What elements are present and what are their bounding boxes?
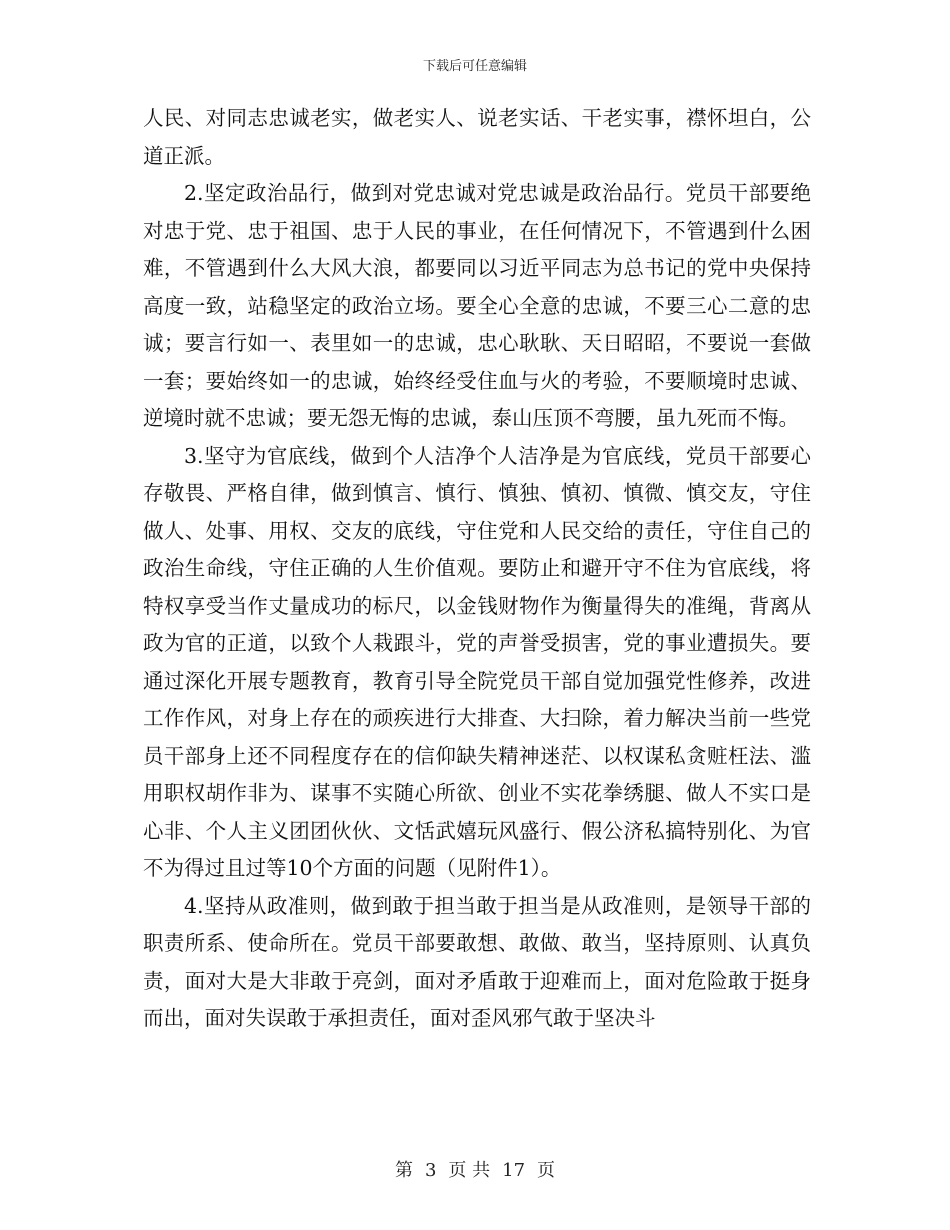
paragraph-item-4: 4.坚持从政准则，做到敢于担当敢于担当是从政准则，是领导干部的职责所系、使命所在。党员干部要敢想、敢做、敢当，坚持原则、认真负责，面对大是大非敢于亮剑，面对矛盾敢于迎难而上，面对危险敢于挺身而出，面对失误敢于承担责任，面对歪风邪气敢于坚决斗 [143,893,811,1030]
paragraph-item-3: 3.坚守为官底线，做到个人洁净个人洁净是为官底线，党员干部要心存敬畏、严格自律，做到慎言、慎行、慎独、慎初、慎微、慎交友，守住做人、处事、用权、交友的底线，守住党和人民交给的责任，守住自己的政治生命线，守住正确的人生价值观。要防止和避开守不住为官底线，将特权享受当作丈量成功的标尺，以金钱财物作为衡量得失的准绳，背离从政为官的正道，以致个人栽跟斗，党的声誉受损害，党的事业遭损失。要通过深化开展专题教育，教育引导全院党员干部自觉加强党性修养，改进工作作风，对身上存在的顽疾进行大排查、大扫除，着力解决当前一些党员干部身上还不同程度存在的信仰缺失精神迷茫、以权谋私贪赃枉法、滥用职权胡作非为、谋事不实随心所欲、创业不实花拳绣腿、做人不实口是心非、个人主义团团伙伙、文恬武嬉玩风盛行、假公济私搞特别化、为官不为得过且过等10个方面的问题（见附件1）。 [143,443,811,880]
footer-middle: 页 共 [448,1160,491,1181]
footer-prefix: 第 [394,1160,413,1181]
page-footer [0,1156,950,1182]
footer-suffix: 页 [537,1160,556,1181]
document-body [143,100,811,1038]
footer-page-number: 3 [424,1160,437,1181]
page-header-note: 下载后可任意编辑 [422,59,527,74]
paragraph-item-2: 2.坚定政治品行，做到对党忠诚对党忠诚是政治品行。党员干部要绝对忠于党、忠于祖国、忠于人民的事业，在任何情况下，不管遇到什么困难，不管遇到什么大风大浪，都要同以习近平同志为总书记的党中央保持高度一致，站稳坚定的政治立场。要全心全意的忠诚，不要三心二意的忠诚；要言行如一、表里如一的忠诚，忠心耿耿、天日昭昭，不要说一套做一套；要始终如一的忠诚，始终经受住血与火的考验，不要顺境时忠诚、逆境时就不忠诚；要无怨无悔的忠诚，泰山压顶不弯腰，虽九死而不悔。 [143,181,811,430]
footer-total-pages: 17 [502,1160,526,1181]
paragraph-continuation: 人民、对同志忠诚老实，做老实人、说老实话、干老实事，襟怀坦白，公道正派。 [143,106,811,168]
